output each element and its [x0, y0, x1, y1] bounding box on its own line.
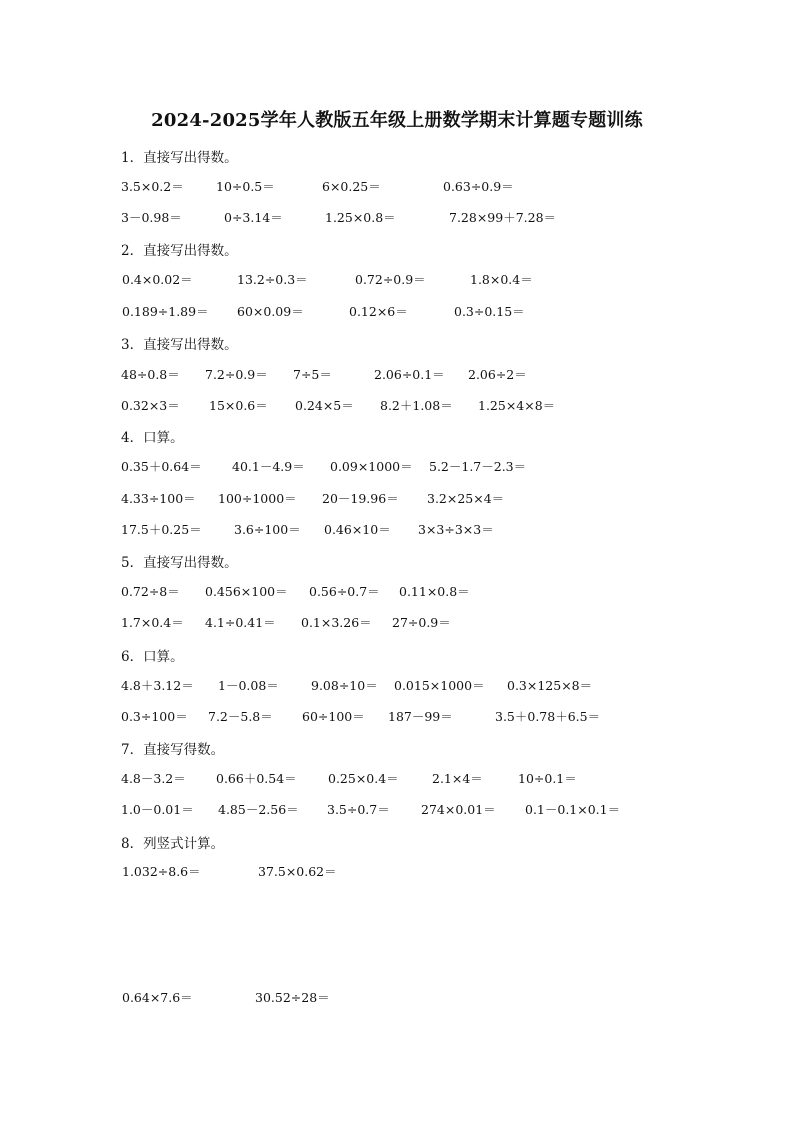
- question-8-heading: 8．列竖式计算。: [121, 836, 225, 852]
- problem: 100÷1000＝: [218, 491, 297, 506]
- problem: 3.6÷100＝: [234, 522, 301, 537]
- problem: 3×3÷3×3＝: [418, 522, 494, 537]
- problem: 37.5×0.62＝: [258, 864, 337, 879]
- problem: 0.32×3＝: [121, 398, 180, 413]
- problem: 0.015×1000＝: [394, 678, 485, 693]
- problem: 1－0.08＝: [218, 678, 279, 693]
- question-7-heading: 7．直接写得数。: [121, 742, 225, 758]
- problem: 0÷3.14＝: [224, 210, 283, 225]
- problem: 5.2－1.7－2.3＝: [429, 459, 527, 474]
- problem: 3－0.98＝: [121, 210, 182, 225]
- question-6-heading: 6．口算。: [121, 649, 184, 665]
- problem: 13.2÷0.3＝: [237, 272, 308, 287]
- problem: 0.72÷0.9＝: [355, 272, 426, 287]
- problem: 60×0.09＝: [237, 304, 304, 319]
- problem: 0.3÷100＝: [121, 709, 188, 724]
- problem: 7÷5＝: [293, 367, 332, 382]
- problem: 7.2÷0.9＝: [205, 367, 268, 382]
- problem: 60÷100＝: [302, 709, 365, 724]
- problem: 4.8－3.2＝: [121, 771, 186, 786]
- problem: 40.1－4.9＝: [232, 459, 305, 474]
- problem: 0.46×10＝: [324, 522, 391, 537]
- problem: 0.63÷0.9＝: [443, 179, 514, 194]
- problem: 274×0.01＝: [421, 802, 496, 817]
- problem: 1.25×0.8＝: [325, 210, 396, 225]
- problem: 17.5＋0.25＝: [121, 522, 202, 537]
- question-2-heading: 2．直接写出得数。: [121, 243, 238, 259]
- problem: 48÷0.8＝: [121, 367, 180, 382]
- problem: 4.1÷0.41＝: [205, 615, 276, 630]
- page-title: 2024-2025学年人教版五年级上册数学期末计算题专题训练: [151, 110, 643, 131]
- problem: 30.52÷28＝: [255, 990, 330, 1005]
- problem: 4.33÷100＝: [121, 491, 196, 506]
- problem: 4.85－2.56＝: [218, 802, 299, 817]
- problem: 9.08÷10＝: [311, 678, 378, 693]
- problem: 1.7×0.4＝: [121, 615, 184, 630]
- problem: 187－99＝: [388, 709, 453, 724]
- problem: 1.25×4×8＝: [478, 398, 556, 413]
- problem: 7.28×99＋7.28＝: [449, 210, 557, 225]
- problem: 1.0－0.01＝: [121, 802, 194, 817]
- problem: 3.5×0.2＝: [121, 179, 184, 194]
- question-3-heading: 3．直接写出得数。: [121, 337, 238, 353]
- problem: 3.2×25×4＝: [427, 491, 505, 506]
- problem: 0.189÷1.89＝: [122, 304, 209, 319]
- problem: 0.3×125×8＝: [507, 678, 593, 693]
- problem: 15×0.6＝: [209, 398, 268, 413]
- question-1-heading: 1．直接写出得数。: [121, 150, 238, 166]
- problem: 0.1－0.1×0.1＝: [525, 802, 621, 817]
- problem: 0.35＋0.64＝: [121, 459, 202, 474]
- problem: 0.56÷0.7＝: [309, 584, 380, 599]
- question-5-heading: 5．直接写出得数。: [121, 555, 238, 571]
- problem: 6×0.25＝: [322, 179, 381, 194]
- problem: 0.456×100＝: [205, 584, 288, 599]
- problem: 0.12×6＝: [349, 304, 408, 319]
- problem: 10÷0.5＝: [216, 179, 275, 194]
- problem: 0.66＋0.54＝: [216, 771, 297, 786]
- problem: 0.09×1000＝: [330, 459, 413, 474]
- problem: 2.06÷0.1＝: [374, 367, 445, 382]
- problem: 7.2－5.8＝: [208, 709, 273, 724]
- problem: 3.5＋0.78＋6.5＝: [495, 709, 601, 724]
- problem: 0.25×0.4＝: [328, 771, 399, 786]
- problem: 1.8×0.4＝: [470, 272, 533, 287]
- problem: 2.06÷2＝: [468, 367, 527, 382]
- problem: 0.4×0.02＝: [122, 272, 193, 287]
- problem: 2.1×4＝: [432, 771, 483, 786]
- question-4-heading: 4．口算。: [121, 430, 184, 446]
- problem: 3.5÷0.7＝: [327, 802, 390, 817]
- problem: 0.24×5＝: [295, 398, 354, 413]
- problem: 4.8＋3.12＝: [121, 678, 194, 693]
- problem: 0.3÷0.15＝: [454, 304, 525, 319]
- problem: 27÷0.9＝: [392, 615, 451, 630]
- problem: 20－19.96＝: [322, 491, 399, 506]
- problem: 1.032÷8.6＝: [122, 864, 201, 879]
- problem: 0.11×0.8＝: [399, 584, 470, 599]
- problem: 0.1×3.26＝: [301, 615, 372, 630]
- problem: 10÷0.1＝: [518, 771, 577, 786]
- problem: 8.2＋1.08＝: [380, 398, 453, 413]
- problem: 0.72÷8＝: [121, 584, 180, 599]
- problem: 0.64×7.6＝: [122, 990, 193, 1005]
